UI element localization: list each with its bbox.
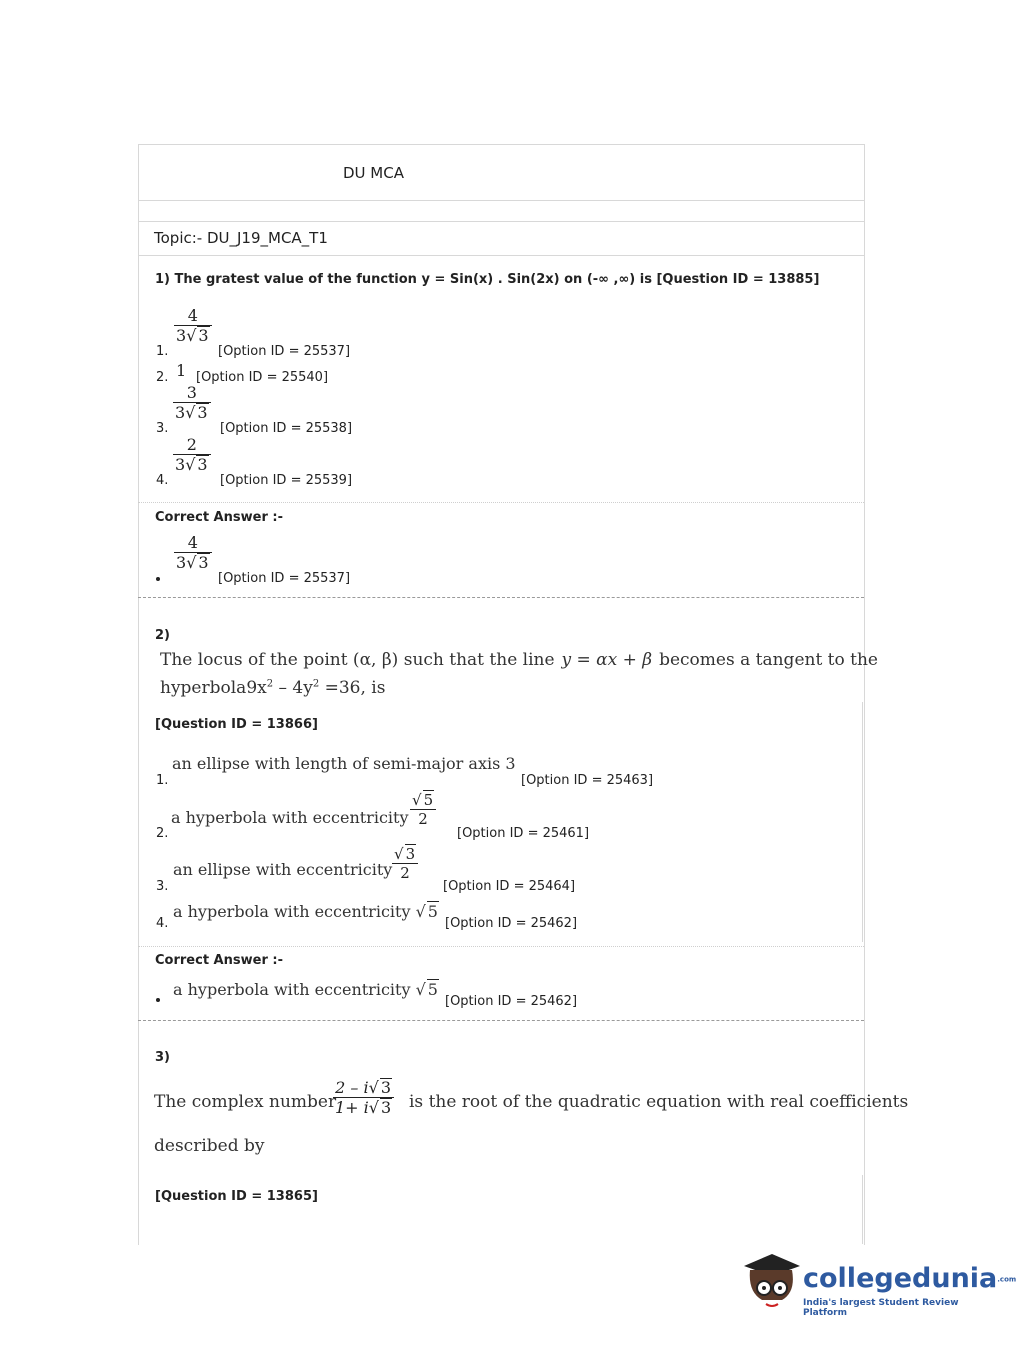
topic-label: Topic:- DU_J19_MCA_T1 [154, 229, 328, 247]
option-text: an ellipse with length of semi-major axis 3 [172, 754, 516, 773]
logo-tagline: India's largest Student Review Platform [803, 1298, 959, 1318]
bullet [156, 998, 160, 1002]
question-id: [Question ID = 13865] [155, 1189, 318, 1204]
option-id: [Option ID = 25537] [218, 344, 351, 359]
logo-wordmark: collegedunia.com [803, 1263, 1016, 1294]
option-fraction: 4 3√ 3 [174, 307, 212, 345]
complex-number-fraction: 2 – i√ 3 1+ i√ 3 [333, 1078, 394, 1117]
question-2-number: 2) [155, 628, 170, 643]
option-number: 2. [156, 826, 169, 841]
question-3-text-a: The complex number [154, 1092, 337, 1112]
question-1-text: 1) The gratest value of the function y = Sin(x) . Sin(2x) on (-∞ ,∞) is [Question ID = 13885] [155, 272, 820, 287]
question-3-number: 3) [155, 1050, 170, 1065]
option-id: [Option ID = 25464] [443, 879, 576, 894]
divider [138, 946, 864, 947]
question-3-text-line-2: described by [154, 1136, 265, 1156]
option-id: [Option ID = 25540] [196, 370, 329, 385]
option-id: [Option ID = 25539] [220, 473, 353, 488]
option-fraction: √ 3 2 [392, 844, 418, 882]
divider [138, 200, 864, 201]
question-separator [138, 1020, 864, 1021]
option-text: a hyperbola with eccentricity √ 5 [173, 902, 438, 921]
divider [138, 221, 864, 222]
option-number: 2. [156, 370, 169, 385]
collegedunia-mascot-icon [740, 1248, 802, 1312]
option-fraction: 2 3√ 3 [173, 436, 211, 474]
option-id: [Option ID = 25538] [220, 421, 353, 436]
option-id: [Option ID = 25537] [218, 571, 351, 586]
option-id: [Option ID = 25461] [457, 826, 590, 841]
option-fraction: 3 3√ 3 [173, 384, 211, 422]
option-number: 1. [156, 344, 169, 359]
bullet [156, 577, 160, 581]
correct-answer-label: Correct Answer :- [155, 510, 283, 525]
divider [138, 502, 864, 503]
divider [862, 1175, 863, 1244]
option-number: 3. [156, 879, 169, 894]
option-text: an ellipse with eccentricity [173, 860, 393, 879]
question-3-text-b: is the root of the quadratic equation with real coefficients [409, 1092, 909, 1112]
option-value: 1 [176, 361, 187, 380]
paper-title: DU MCA [343, 164, 404, 182]
option-text: a hyperbola with eccentricity [171, 808, 409, 827]
option-id: [Option ID = 25462] [445, 994, 578, 1009]
correct-answer-label: Correct Answer :- [155, 953, 283, 968]
correct-answer-fraction: 4 3√ 3 [174, 534, 212, 572]
divider [862, 702, 863, 942]
option-number: 3. [156, 421, 169, 436]
question-separator [138, 597, 864, 598]
question-2-text-line-1: The locus of the point (α, β) such that the line y = αx + β becomes a tangent to the [160, 650, 878, 670]
divider [138, 255, 864, 256]
option-id: [Option ID = 25462] [445, 916, 578, 931]
option-number: 4. [156, 916, 169, 931]
question-2-text-line-2: $hyperbola9x^2 - 4y^2 =36$, is [160, 678, 386, 698]
option-number: 4. [156, 473, 169, 488]
option-fraction: √ 5 2 [410, 790, 436, 828]
correct-answer-text: a hyperbola with eccentricity √ 5 [173, 980, 438, 999]
option-id: [Option ID = 25463] [521, 773, 654, 788]
question-id: [Question ID = 13866] [155, 717, 318, 732]
option-number: 1. [156, 773, 169, 788]
